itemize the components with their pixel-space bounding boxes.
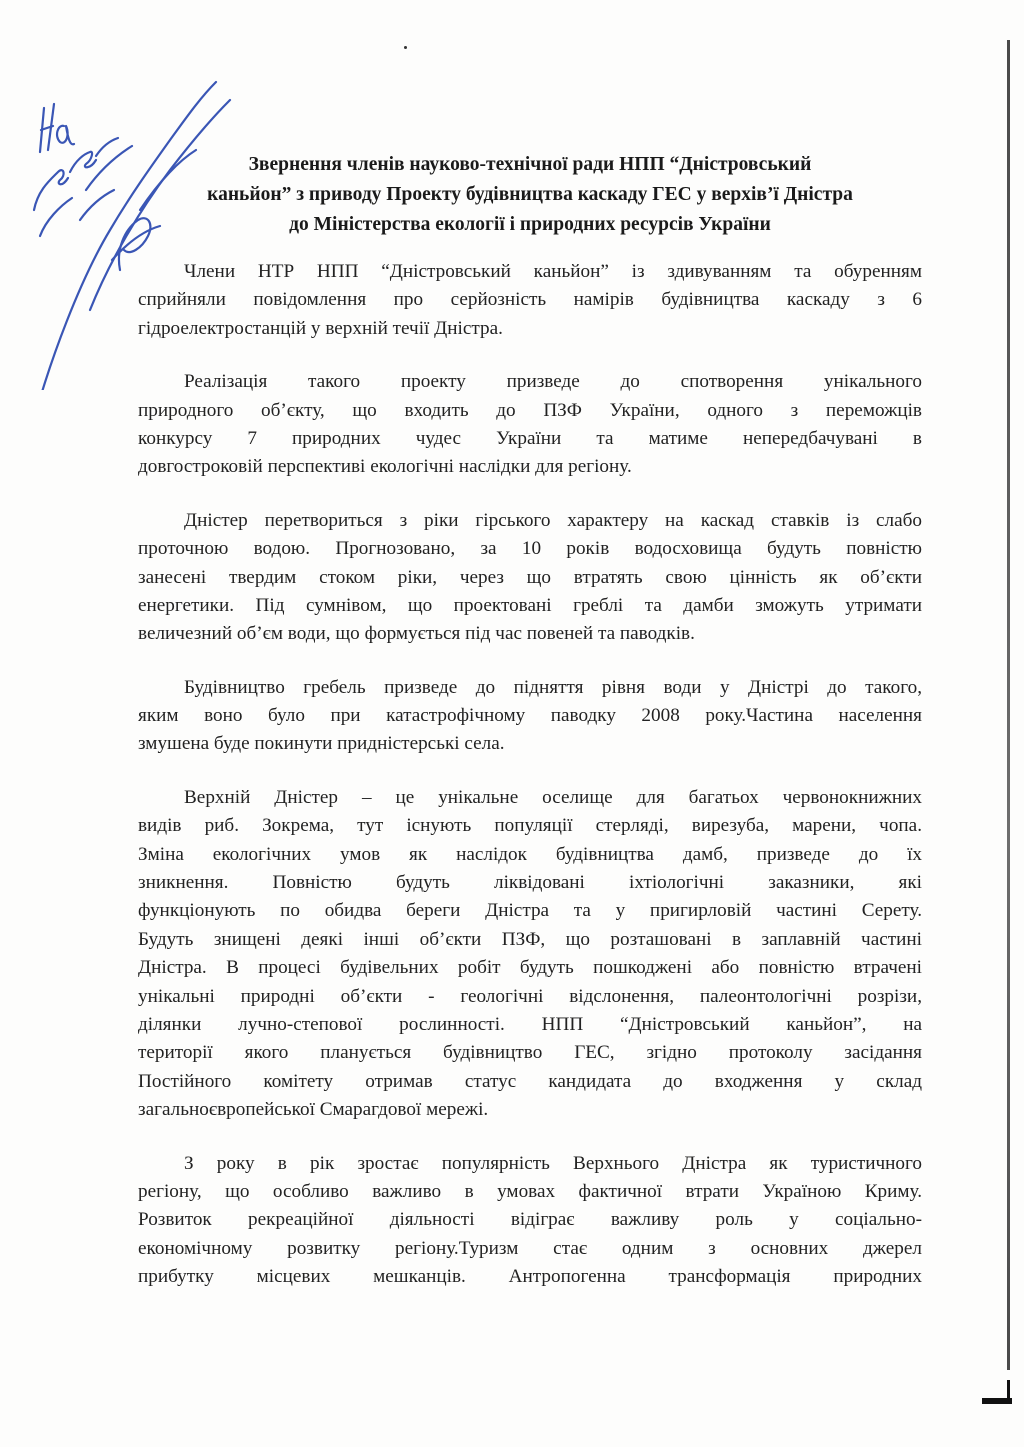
text-line: Зміна екологічних умов як наслідок будівництва дамб, призведе до їх	[138, 843, 922, 865]
text-line: занесені твердим стоком ріки, через що втратять свою цінність як об’єкти	[138, 566, 922, 588]
text-line: Розвиток рекреаційної діяльності відіграє важливу роль у соціально-	[138, 1209, 922, 1231]
title-line: каньйон” з приводу Проекту будівництва каскаду ГЕС у верхів’ї Дністра	[207, 184, 853, 205]
text-line: яким воно було при катастрофічному паводку 2008 року.Частина населення	[138, 705, 922, 727]
scan-edge-line	[1007, 40, 1010, 1370]
text-line: гідроелектростанцій у верхній течії Дністра.	[138, 317, 503, 339]
text-line: енергетики. Під сумнівом, що проектовані греблі та дамби зможуть утримати	[138, 594, 922, 616]
paragraph-6	[138, 1150, 922, 1292]
paragraph-1	[138, 258, 922, 343]
text-line: З року в рік зростає популярність Верхнього Дністра як туристичного	[184, 1152, 922, 1174]
text-line: унікальні природні об’єкти - геологічні відслонення, палеонтологічні розрізи,	[138, 985, 922, 1007]
text-line: Члени НТР НПП “Дністровський каньйон” із здивуванням та обуренням	[184, 261, 922, 282]
text-line: Будівництво гребель призведе до підняття рівня води у Дністрі до такого,	[184, 676, 922, 698]
text-line: прибутку місцевих мешканців. Антропогенна трансформація природних	[138, 1266, 922, 1288]
text-line: конкурсу 7 природних чудес України та матиме непередбачувані в	[138, 427, 922, 449]
text-line: зникнення. Повністю будуть ліквідовані іхтіологічні заказники, які	[138, 872, 922, 894]
text-line: змушена буде покинути придністерські села.	[138, 733, 505, 755]
paragraph-3	[138, 507, 922, 649]
scan-edge-mark	[982, 1398, 1012, 1404]
paragraph-5	[138, 784, 922, 1125]
text-line: функціонують по обидва береги Дністра та у пригирловій частині Серету.	[138, 900, 922, 922]
document-body	[138, 258, 922, 1317]
text-line: загальноєвропейської Смарагдової мережі.	[138, 1099, 489, 1121]
text-line: Дністер перетвориться з ріки гірського характеру на каскад ставків із слабо	[184, 509, 922, 531]
text-line: видів риб. Зокрема, тут існують популяції стерляді, вирезуба, марени, чопа.	[138, 815, 922, 837]
text-line: Будуть знищені деякі інші об’єкти ПЗФ, що розташовані в заплавній частині	[138, 928, 922, 950]
title-line: Звернення членів науково-технічної ради НПП “Дністровський	[248, 154, 812, 175]
text-line: Постійного комітету отримав статус кандидата до входження у склад	[138, 1070, 922, 1092]
document-title	[140, 150, 920, 240]
text-line: довгостроковій перспективі екологічні наслідки для регіону.	[138, 456, 632, 478]
text-line: ділянки лучно-степової рослинності. НПП “Дністровський каньйон”, на	[138, 1013, 922, 1035]
text-line: Реалізація такого проекту призведе до спотворення унікального	[184, 371, 922, 393]
text-line: проточною водою. Прогнозовано, за 10 років водосховища будуть повністю	[138, 538, 922, 560]
text-line: Верхній Дністер – це унікальне оселище для багатьох червонокнижних	[184, 786, 922, 808]
text-line: величезний об’єм води, що формується під час повеней та паводків.	[138, 623, 695, 645]
title-line: до Міністерства екології і природних ресурсів України	[289, 214, 771, 235]
text-line: сприйняли повідомлення про серйозність намірів будівництва каскаду з 6	[138, 289, 922, 311]
text-line: Дністра. В процесі будівельних робіт будуть пошкоджені або повністю втрачені	[138, 957, 922, 979]
paragraph-2	[138, 368, 922, 482]
text-line: природного об’єкту, що входить до ПЗФ України, одного з переможців	[138, 399, 922, 421]
paragraph-4	[138, 674, 922, 759]
scan-speck	[404, 46, 407, 49]
text-line: території якого планується будівництво ГЕС, згідно протоколу засідання	[138, 1042, 922, 1064]
text-line: економічному розвитку регіону.Туризм стає одним з основних джерел	[138, 1237, 922, 1259]
text-line: регіону, що особливо важливо в умовах фактичної втрати Україною Криму.	[138, 1180, 922, 1202]
